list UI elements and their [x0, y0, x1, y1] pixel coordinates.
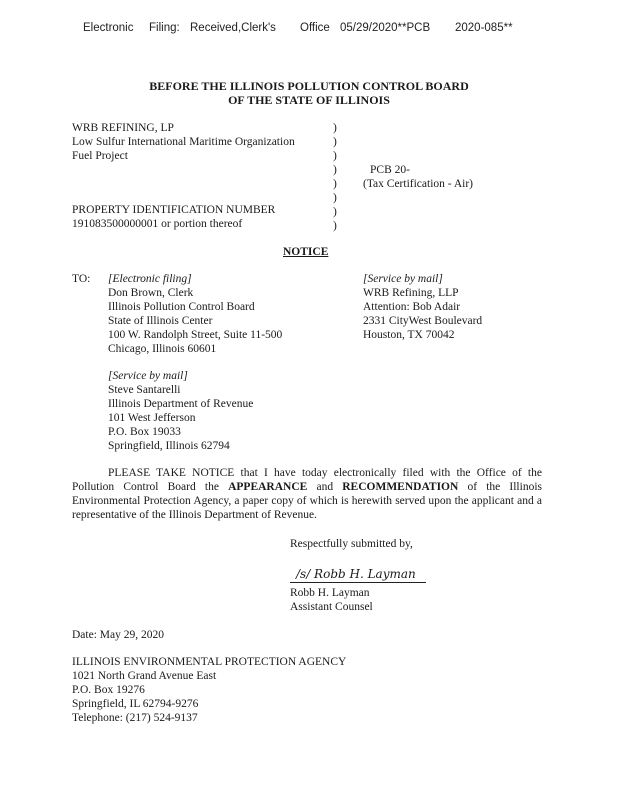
notice-body: [72, 466, 542, 522]
address-line: P.O. Box 19033: [108, 426, 181, 438]
page-subtitle: OF THE STATE OF ILLINOIS: [228, 93, 390, 107]
paren: ): [333, 192, 337, 204]
service-method: [Service by mail]: [363, 273, 443, 285]
body-text: and: [307, 481, 343, 493]
paren: ): [333, 220, 337, 232]
address-line: Steve Santarelli: [108, 384, 181, 396]
caption-line: 191083500000001 or portion thereof: [72, 218, 243, 230]
body-text: of the Illinois Environmental Protection Agency, a paper copy of which is herewith served upon the applicant and a representative of the Illinois Department of Revenue.: [72, 481, 542, 521]
paren: ): [333, 136, 337, 148]
address-line: 101 West Jefferson: [108, 412, 196, 424]
address-line: WRB Refining, LLP: [363, 287, 459, 299]
recipient-applicant: [363, 272, 482, 342]
caption-line: Fuel Project: [72, 150, 128, 162]
address-line: Don Brown, Clerk: [108, 287, 194, 299]
service-method: [Service by mail]: [108, 370, 188, 382]
signature: /s/ Robb H. Layman: [296, 567, 416, 581]
service-method: [Electronic filing]: [108, 273, 192, 285]
filing-header-word: Filing:: [149, 22, 180, 34]
address-line: Chicago, Illinois 60601: [108, 343, 217, 355]
address-line: Attention: Bob Adair: [363, 301, 461, 313]
closing: Respectfully submitted by,: [290, 538, 413, 550]
recipient-clerk: [108, 272, 282, 356]
caption-parentheses: [333, 121, 337, 233]
filing-header-word: Office: [300, 22, 330, 34]
address-line: State of Illinois Center: [108, 315, 213, 327]
body-text: PLEASE TAKE NOTICE that I have today electronically filed with the Office of the Pollution Control Board the: [72, 467, 542, 493]
filing-header-word: Electronic: [83, 22, 134, 34]
paren: ): [333, 150, 337, 162]
agency-line: Springfield, IL 62794-9276: [72, 698, 199, 710]
recipient-revenue: [108, 369, 253, 453]
filing-header-word: 05/29/2020**PCB: [340, 22, 431, 34]
paren: ): [333, 178, 337, 190]
signer-title: Assistant Counsel: [290, 601, 373, 613]
case-number: PCB 20-: [370, 164, 410, 176]
address-line: Illinois Pollution Control Board: [108, 301, 255, 313]
caption-pin: [72, 203, 275, 231]
agency-line: ILLINOIS ENVIRONMENTAL PROTECTION AGENCY: [72, 656, 347, 668]
filing-header-word: Received,Clerk's: [190, 22, 276, 34]
signer-name: Robb H. Layman: [290, 587, 370, 599]
address-line: Houston, TX 70042: [363, 329, 455, 341]
address-line: 2331 CityWest Boulevard: [363, 315, 483, 327]
address-line: Springfield, Illinois 62794: [108, 440, 230, 452]
caption-petitioner: [72, 121, 295, 163]
caption-line: WRB REFINING, LP: [72, 122, 174, 134]
to-label: TO:: [72, 273, 91, 285]
agency-line: P.O. Box 19276: [72, 684, 145, 696]
paren: ): [333, 164, 337, 176]
address-line: 100 W. Randolph Street, Suite 11-500: [108, 329, 283, 341]
page-title: BEFORE THE ILLINOIS POLLUTION CONTROL BOARD: [149, 79, 469, 93]
filing-header-word: 2020-085**: [455, 22, 513, 34]
date-line: Date: May 29, 2020: [72, 629, 164, 641]
notice-heading: NOTICE: [283, 246, 329, 258]
agency-line: 1021 North Grand Avenue East: [72, 670, 217, 682]
case-type: (Tax Certification - Air): [363, 178, 474, 190]
recommendation-text: RECOMMENDATION: [342, 481, 459, 493]
appearance-text: APPEARANCE: [228, 481, 308, 493]
address-line: Illinois Department of Revenue: [108, 398, 254, 410]
agency-block: [72, 655, 346, 725]
agency-line: Telephone: (217) 524-9137: [72, 712, 198, 724]
paren: ): [333, 206, 337, 218]
signature-line: [290, 582, 426, 583]
caption-line: Low Sulfur International Maritime Organization: [72, 136, 295, 148]
paren: ): [333, 122, 337, 134]
caption-line: PROPERTY IDENTIFICATION NUMBER: [72, 204, 276, 216]
